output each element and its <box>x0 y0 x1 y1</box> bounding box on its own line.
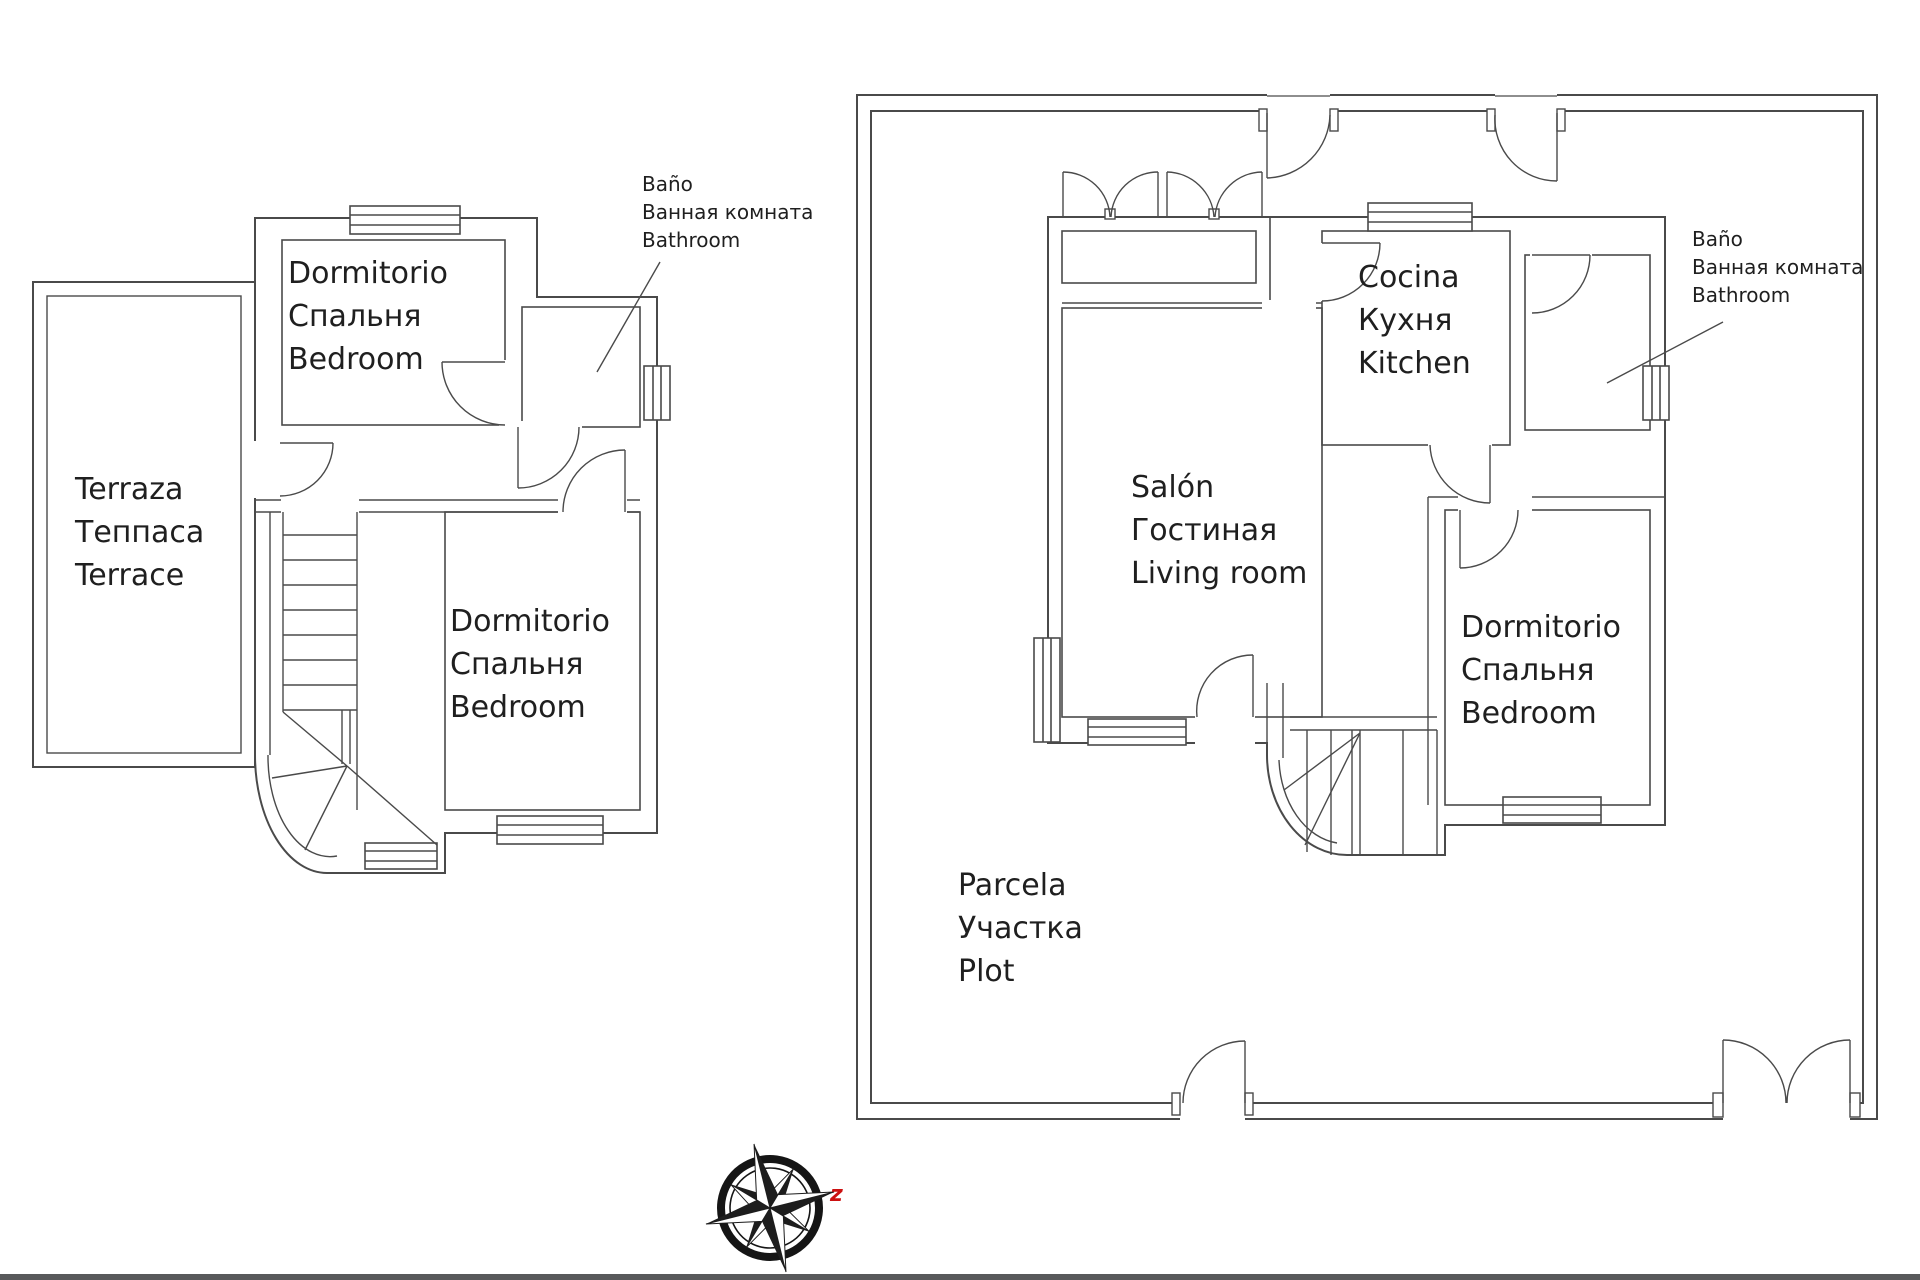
label-upper-bedroom-top <box>288 252 448 381</box>
label-upper-bathroom-note <box>642 170 813 254</box>
window <box>644 366 670 420</box>
window <box>1034 638 1060 742</box>
label-line-ru: Спальня <box>288 299 422 334</box>
label-line-ru: Гостиная <box>1131 513 1278 548</box>
label-line-es: Dormitorio <box>288 256 448 291</box>
upper-bathroom-walls <box>522 307 640 427</box>
label-line-ru: Ванная комната <box>642 200 814 224</box>
label-line-es: Dormitorio <box>450 604 610 639</box>
label-line-es: Baño <box>1692 227 1743 251</box>
window <box>365 843 437 869</box>
gate-door <box>1495 113 1557 181</box>
label-line-en: Bedroom <box>1461 696 1597 731</box>
door <box>518 427 579 488</box>
double-gate <box>1723 1040 1850 1103</box>
door <box>280 443 333 496</box>
door <box>442 362 505 425</box>
gate-door <box>1183 1041 1245 1103</box>
compass-direction-letter: z <box>830 1182 843 1207</box>
label-line-ru: Спальня <box>1461 653 1595 688</box>
window <box>1503 797 1601 823</box>
label-line-ru: Участка <box>958 911 1083 946</box>
bathroom-leader-line <box>597 262 660 372</box>
label-line-es: Salón <box>1131 470 1215 505</box>
label-living-room <box>1131 466 1307 595</box>
bathroom-walls <box>1525 255 1650 430</box>
door <box>1197 655 1253 717</box>
label-line-ru: Спальня <box>450 647 584 682</box>
label-line-en: Bedroom <box>450 690 586 725</box>
label-line-en: Kitchen <box>1358 346 1471 381</box>
label-line-en: Bedroom <box>288 342 424 377</box>
label-line-en: Living room <box>1131 556 1308 591</box>
label-line-ru: Кухня <box>1358 303 1453 338</box>
label-upper-bedroom-bottom <box>450 600 610 729</box>
label-line-ru: Ванная комната <box>1692 255 1864 279</box>
label-terrace <box>75 468 204 597</box>
window <box>350 206 460 234</box>
window <box>1088 719 1186 745</box>
upper-door-openings <box>249 360 627 518</box>
upper-staircase <box>268 512 437 857</box>
label-line-en: Terrace <box>75 558 185 593</box>
label-ground-bathroom-note <box>1692 225 1863 309</box>
label-line-es: Parcela <box>958 868 1067 903</box>
label-line-en: Plot <box>958 954 1015 989</box>
gate-door <box>1267 113 1330 178</box>
bottom-edge-bar <box>0 1274 1920 1280</box>
label-line-es: Baño <box>642 172 693 196</box>
door <box>1460 510 1518 568</box>
label-line-ru: Теппаса <box>75 515 205 550</box>
label-kitchen <box>1358 256 1471 385</box>
window <box>497 816 603 844</box>
porch-walls <box>1062 231 1256 283</box>
window <box>1643 366 1669 420</box>
compass-rose-icon <box>690 1128 850 1280</box>
label-line-es: Terraza <box>75 472 184 507</box>
upper-doors <box>280 362 625 512</box>
label-line-es: Cocina <box>1358 260 1460 295</box>
window <box>1368 203 1472 231</box>
label-ground-bedroom <box>1461 606 1621 735</box>
label-plot <box>958 864 1083 993</box>
porch-doors <box>1063 172 1262 219</box>
label-line-en: Bathroom <box>642 228 741 252</box>
label-line-en: Bathroom <box>1692 283 1791 307</box>
door <box>1532 255 1590 313</box>
label-line-es: Dormitorio <box>1461 610 1621 645</box>
